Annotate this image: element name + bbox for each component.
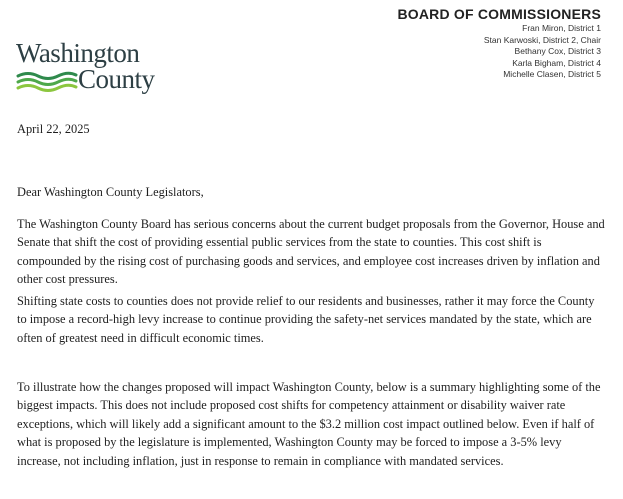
letter-date: April 22, 2025 (17, 122, 90, 136)
paragraph-levy-impact: Shifting state costs to counties does not provide relief to our residents and businesses, rather it may force the County to impose a record-high levy increase to continue providing the safety-net services mandated by the state, which are often of greatest need in difficult economic times. (17, 294, 595, 345)
commissioner-district-1: Fran Miron, District 1 (522, 23, 601, 33)
washington-county-logo (16, 40, 156, 100)
commissioner-district-4: Karla Bigham, District 4 (512, 57, 601, 68)
logo-waves-icon (16, 71, 80, 93)
board-title: BOARD OF COMMISSIONERS (397, 6, 601, 22)
logo-wordmark-county: County (78, 64, 155, 94)
letter-salutation: Dear Washington County Legislators, (17, 185, 204, 199)
commissioner-district-2: Stan Karwoski, District 2, Chair (483, 34, 601, 45)
commissioner-district-3: Bethany Cox, District 3 (514, 46, 601, 57)
logo-wordmark-washington: Washington (16, 38, 140, 68)
commissioner-district-5: Michelle Clasen, District 5 (503, 69, 601, 80)
paragraph-impact-summary: To illustrate how the changes proposed will impact Washington County, below is a summary highlighting some of the biggest impacts. This does not include proposed cost shifts for competency attainment or disability waiver rate exceptions, which will likely add a significant amount to the $3.2 million cost impact outlined below. Even if half of what is proposed by the legislature is implemented, Washington County may be forced to impose a 3-5% levy increase, not including inflation, just in response to remain in compliance with mandated services. (17, 380, 601, 468)
paragraph-budget-concerns: The Washington County Board has serious concerns about the current budget proposals from the Governor, House and Senate that shift the cost of providing essential public services from the state to counties. This cost shift is compounded by the rising cost of purchasing goods and services, and employee cost increases driven by inflation and other cost pressures. (17, 217, 605, 287)
board-of-commissioners-block (397, 6, 601, 81)
